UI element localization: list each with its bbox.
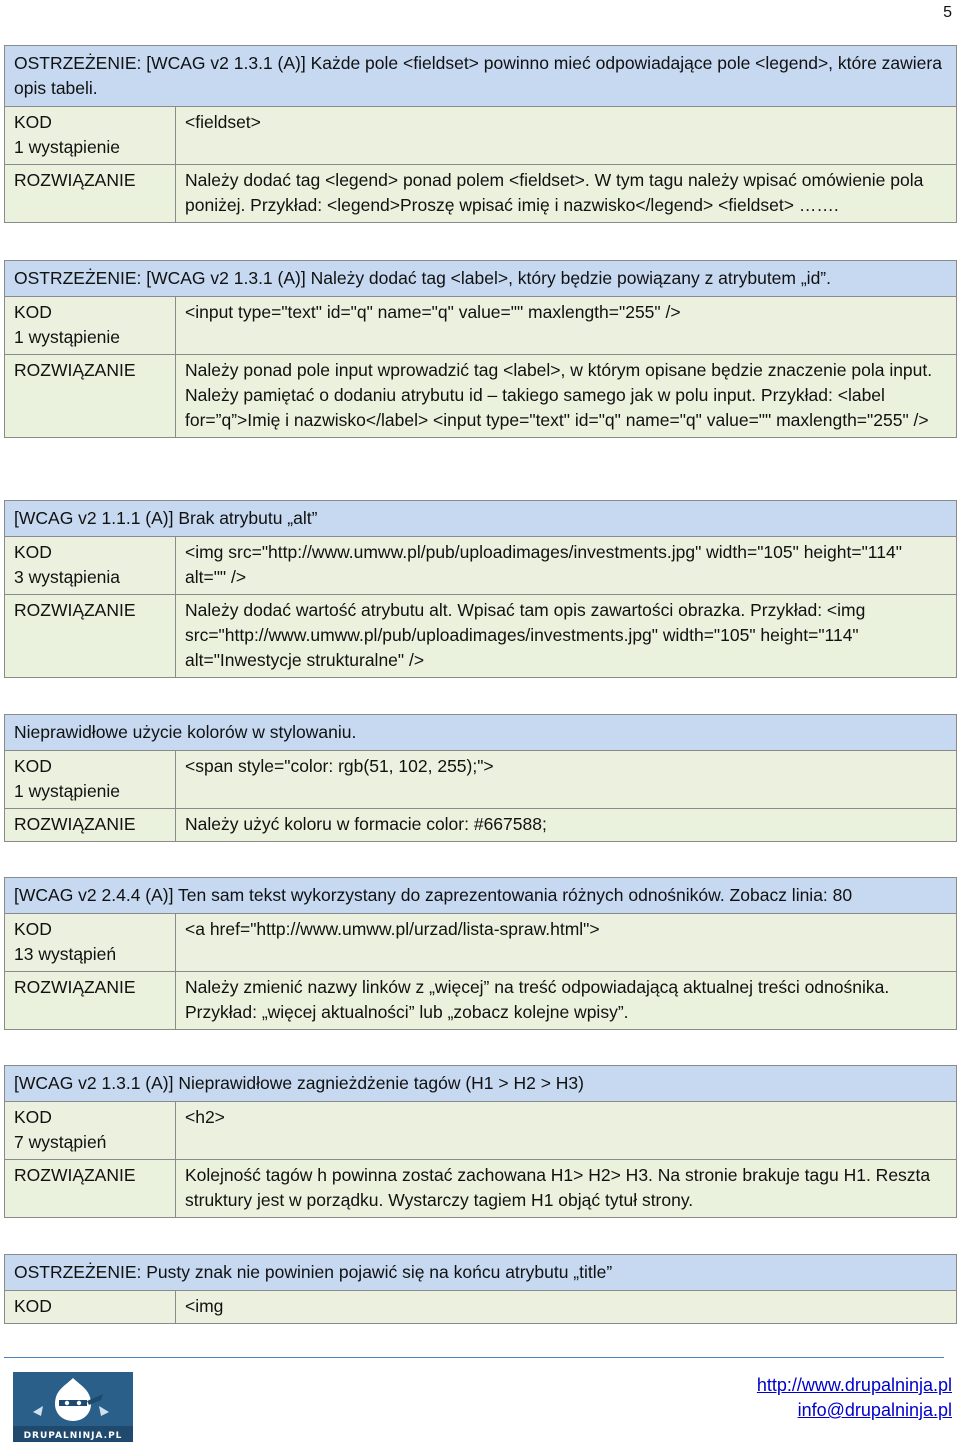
code-label-cell xyxy=(5,537,176,595)
issue-title: OSTRZEŻENIE: [WCAG v2 1.3.1 (A)] Każde pole <fieldset> powinno mieć odpowiadające pole <legend>, które zawiera opis tabeli. xyxy=(5,46,957,107)
solution-label: ROZWIĄZANIE xyxy=(5,595,176,678)
issue-title: Nieprawidłowe użycie kolorów w stylowaniu. xyxy=(5,715,957,751)
issue-title: [WCAG v2 2.4.4 (A)] Ten sam tekst wykorzystany do zaprezentowania różnych odnośników. Zobacz linia: 80 xyxy=(5,878,957,914)
occurrence-count: 1 wystąpienie xyxy=(14,137,121,157)
occurrence-count: 7 wystąpień xyxy=(14,1132,107,1152)
issue-title: [WCAG v2 1.3.1 (A)] Nieprawidłowe zagnieżdżenie tagów (H1 > H2 > H3) xyxy=(5,1066,957,1102)
code-snippet: <img src="http://www.umww.pl/pub/uploadimages/investments.jpg" width="105" height="114" alt="" /> xyxy=(176,537,957,595)
page-number: 5 xyxy=(943,4,952,21)
solution-text: Kolejność tagów h powinna zostać zachowana H1> H2> H3. Na stronie brakuje tagu H1. Reszta struktury jest w porządku. Wystarczy tagiem H1 objąć tytuł strony. xyxy=(176,1160,957,1218)
code-snippet: <a href="http://www.umww.pl/urzad/lista-spraw.html"> xyxy=(176,914,957,972)
occurrence-count: 1 wystąpienie xyxy=(14,781,121,801)
code-label: KOD xyxy=(14,1107,52,1127)
code-snippet: <h2> xyxy=(176,1102,957,1160)
code-label: KOD xyxy=(5,1291,176,1324)
occurrence-count: 1 wystąpienie xyxy=(14,327,121,347)
occurrence-count: 3 wystąpienia xyxy=(14,567,121,587)
issue-block xyxy=(4,1065,957,1218)
solution-text: Należy ponad pole input wprowadzić tag <label>, w którym opisane będzie znaczenie pola input. Należy pamiętać o dodaniu atrybutu id – takiego samego jak w polu input. Przykład: <label for=”q”>Imię i nazwisko</label> <input type="text" id="q" name="q" value="" maxlength="255" /> xyxy=(176,355,957,438)
solution-text: Należy dodać tag <legend> ponad polem <fieldset>. W tym tagu należy wpisać omówienie pola poniżej. Przykład: <legend>Proszę wpisać imię i nazwisko</legend> <fieldset> ……. xyxy=(176,165,957,223)
issue-block xyxy=(4,714,957,842)
code-snippet: <input type="text" id="q" name="q" value="" maxlength="255" /> xyxy=(176,297,957,355)
issue-block xyxy=(4,260,957,438)
code-snippet: <img xyxy=(176,1291,957,1324)
code-label: KOD xyxy=(14,756,52,776)
solution-label: ROZWIĄZANIE xyxy=(5,809,176,842)
solution-text: Należy użyć koloru w formacie color: #667588; xyxy=(176,809,957,842)
logo-text: DRUPALNINJA.PL xyxy=(23,1431,123,1441)
issue-block xyxy=(4,45,957,223)
code-snippet: <span style="color: rgb(51, 102, 255);"> xyxy=(176,751,957,809)
occurrence-count: 13 wystąpień xyxy=(14,944,117,964)
email-link[interactable]: info@drupalninja.pl xyxy=(797,1400,952,1420)
code-label-cell xyxy=(5,297,176,355)
issue-block xyxy=(4,1254,957,1324)
footer-contact xyxy=(757,1373,952,1423)
drupalninja-logo xyxy=(13,1372,133,1442)
issue-title: [WCAG v2 1.1.1 (A)] Brak atrybutu „alt” xyxy=(5,501,957,537)
code-label: KOD xyxy=(14,302,52,322)
code-label-cell xyxy=(5,751,176,809)
website-link[interactable]: http://www.drupalninja.pl xyxy=(756,1375,952,1395)
code-snippet: <fieldset> xyxy=(176,107,957,165)
code-label-cell xyxy=(5,914,176,972)
issue-block xyxy=(4,500,957,678)
code-label: KOD xyxy=(14,542,52,562)
code-label-cell xyxy=(5,107,176,165)
code-label: KOD xyxy=(14,919,52,939)
solution-label: ROZWIĄZANIE xyxy=(5,972,176,1030)
solution-label: ROZWIĄZANIE xyxy=(5,165,176,223)
solution-label: ROZWIĄZANIE xyxy=(5,355,176,438)
solution-text: Należy zmienić nazwy linków z „więcej” na treść odpowiadającą aktualnej treści odnośnika. Przykład: „więcej aktualności” lub „zobacz kolejne wpisy”. xyxy=(176,972,957,1030)
solution-text: Należy dodać wartość atrybutu alt. Wpisać tam opis zawartości obrazka. Przykład: <img src="http://www.umww.pl/pub/uploadimages/investments.jpg" width="105" height="114" alt="Inwestycje strukturalne" /> xyxy=(176,595,957,678)
issue-title: OSTRZEŻENIE: Pusty znak nie powinien pojawić się na końcu atrybutu „title” xyxy=(5,1255,957,1291)
code-label-cell xyxy=(5,1102,176,1160)
code-label: KOD xyxy=(14,112,52,132)
issue-title: OSTRZEŻENIE: [WCAG v2 1.3.1 (A)] Należy dodać tag <label>, który będzie powiązany z atrybutem „id”. xyxy=(5,261,957,297)
issue-block xyxy=(4,877,957,1030)
solution-label: ROZWIĄZANIE xyxy=(5,1160,176,1218)
footer-divider xyxy=(4,1357,944,1358)
